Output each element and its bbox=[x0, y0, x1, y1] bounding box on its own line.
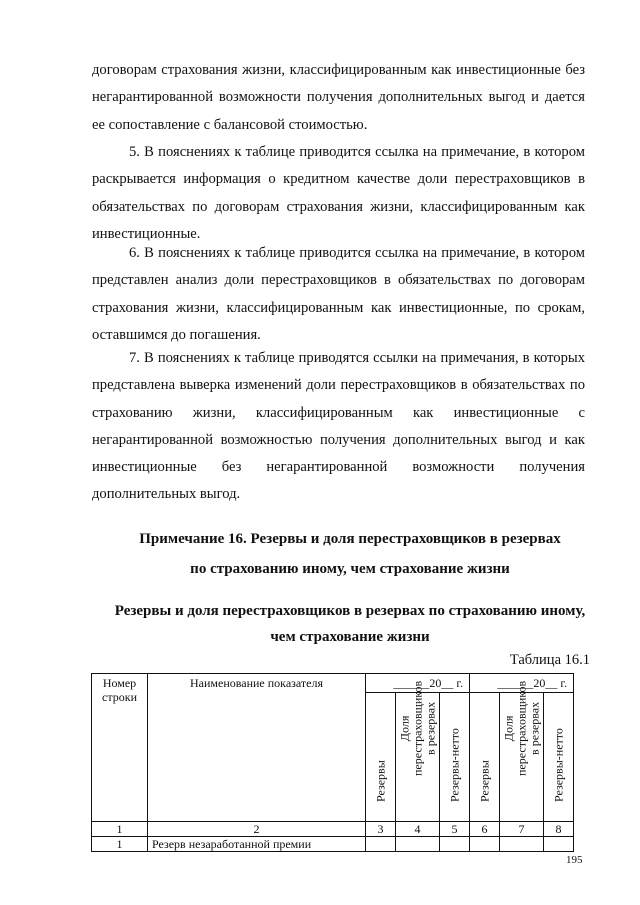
header-row-number: Номер строки bbox=[92, 674, 148, 822]
header-reserves-1: Резервы bbox=[366, 693, 396, 822]
table-cell bbox=[544, 837, 574, 852]
table-heading-line-2: чем страхование жизни bbox=[270, 629, 430, 645]
column-number: 6 bbox=[470, 822, 500, 837]
table-cell bbox=[396, 837, 440, 852]
header-reinsurer-share-1: Доля перестраховщиков в резервах bbox=[396, 693, 440, 822]
table-row bbox=[92, 837, 574, 852]
column-number-row bbox=[92, 822, 574, 837]
table-heading-line-1: Резервы и доля перестраховщиков в резервах по страхованию иному, bbox=[114, 603, 586, 619]
header-net-reserves-1: Резервы-нетто bbox=[440, 693, 470, 822]
column-number: 2 bbox=[148, 822, 366, 837]
column-number: 1 bbox=[92, 822, 148, 837]
table-cell bbox=[500, 837, 544, 852]
column-number: 3 bbox=[366, 822, 396, 837]
column-number: 5 bbox=[440, 822, 470, 837]
table-caption: Таблица 16.1 bbox=[509, 652, 590, 668]
table-cell bbox=[440, 837, 470, 852]
row-indicator-name: Резерв незаработанной премии bbox=[148, 837, 366, 852]
paragraph-item-6: 6. В пояснениях к таблице приводится ссылка на примечание, в котором представлен анализ доли перестраховщиков в обязательствах по договорам страхования жизни, классифицированным как инвестиционные, по срокам, оставшимся до погашения. bbox=[92, 245, 585, 343]
header-net-reserves-2: Резервы-нетто bbox=[544, 693, 574, 822]
page-number: 195 bbox=[566, 854, 583, 866]
table-cell bbox=[470, 837, 500, 852]
column-number: 4 bbox=[396, 822, 440, 837]
table-cell bbox=[366, 837, 396, 852]
note-heading-line-2: по страхованию иному, чем страхование жизни bbox=[190, 561, 510, 577]
header-reinsurer-share-2: Доля перестраховщиков в резервах bbox=[500, 693, 544, 822]
header-year-2: ______20__ г. bbox=[470, 674, 574, 693]
reserves-table bbox=[91, 673, 574, 852]
row-number: 1 bbox=[92, 837, 148, 852]
column-number: 7 bbox=[500, 822, 544, 837]
header-indicator-name: Наименование показателя bbox=[148, 674, 366, 822]
header-year-1: ______20__ г. bbox=[366, 674, 470, 693]
column-number: 8 bbox=[544, 822, 574, 837]
paragraph-item-7: 7. В пояснениях к таблице приводятся ссылки на примечания, в которых представлена выверка изменений доли перестраховщиков в обязательствах по страхованию жизни, классифицированным как инвестиционные с негарантированной возможностью получения дополнительных выгод и как инвестиционные без негарантированной возможности получения дополнительных выгод. bbox=[92, 350, 585, 503]
header-reserves-2: Резервы bbox=[470, 693, 500, 822]
paragraph-item-5: 5. В пояснениях к таблице приводится ссылка на примечание, в котором раскрывается информация о кредитном качестве доли перестраховщиков в обязательствах по договорам страхования жизни, классифицированным как инвестиционные. bbox=[92, 144, 585, 242]
paragraph-continuation: договорам страхования жизни, классифицированным как инвестиционные без негарантированной возможности получения дополнительных выгод и дается ее сопоставление с балансовой стоимостью. bbox=[92, 62, 585, 133]
note-heading-line-1: Примечание 16. Резервы и доля перестраховщиков в резервах bbox=[139, 531, 561, 547]
